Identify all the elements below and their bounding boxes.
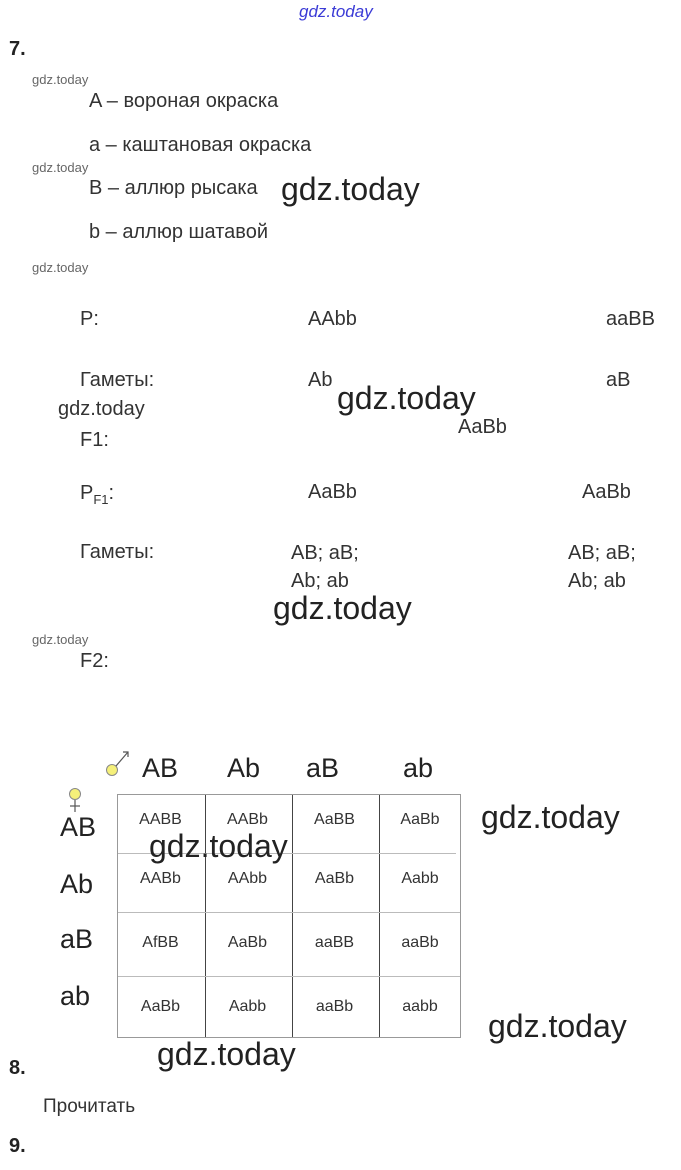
gamete-left: Ab [308, 369, 333, 391]
gamete-right: aB [606, 369, 631, 391]
watermark-large: gdz.today [281, 171, 420, 207]
pf1-genotype-left: AaBb [308, 481, 357, 503]
watermark-large: gdz.today [273, 590, 412, 626]
task-7-number: 7. [9, 38, 26, 60]
gametes2-left-line2: Ab; ab [291, 570, 349, 592]
punnett-cell: AABB [139, 811, 182, 828]
punnett-cell: AABb [140, 870, 181, 887]
punnett-cell: AaBb [140, 998, 181, 1015]
watermark-small: gdz.today [32, 260, 89, 275]
legend-item-b: b – аллюр шатавой [89, 221, 268, 243]
gametes2-right-line2: Ab; ab [568, 570, 626, 592]
pf1-label-main: P [80, 482, 94, 504]
pf1-label-sub: F1 [93, 492, 109, 507]
legend-item-A: A – вороная окраска [89, 90, 279, 112]
punnett-cell: Aabb [228, 998, 267, 1015]
punnett-cell: AfBB [142, 934, 179, 951]
punnett-row-header: ab [60, 981, 91, 1011]
parent-genotype-right: aaBB [606, 308, 655, 330]
watermark-small: gdz.today [32, 632, 89, 647]
punnett-cell: AAbb [227, 870, 268, 887]
f1-genotype: AaBb [458, 416, 507, 438]
punnett-cell: aaBB [314, 934, 355, 951]
gametes2-right-line1: AB; aB; [568, 542, 636, 564]
watermark-small: gdz.today [32, 72, 89, 87]
watermark-large: gdz.today [149, 828, 288, 864]
read-link[interactable]: Прочитать [43, 1096, 136, 1117]
punnett-cell: aaBb [315, 998, 354, 1015]
watermark-top: gdz.today [299, 2, 373, 21]
punnett-col-header: ab [403, 753, 434, 783]
legend-item-a: a – каштановая окраска [89, 134, 312, 156]
watermark-medium: gdz.today [58, 398, 145, 420]
pf1-label [80, 482, 114, 507]
punnett-col-header: AB [142, 753, 179, 783]
pf1-genotype-right: AaBb [582, 481, 631, 503]
punnett-col-header: aB [306, 753, 340, 783]
punnett-cell: Aabb [401, 870, 439, 887]
punnett-cell: AaBB [314, 811, 355, 828]
punnett-cell: AaBb [400, 811, 440, 828]
grid-line [118, 912, 460, 913]
watermark-large: gdz.today [337, 380, 476, 416]
punnett-row-header: Ab [60, 869, 94, 899]
parent-genotype-left: AAbb [308, 308, 357, 330]
watermark-small: gdz.today [32, 160, 89, 175]
punnett-cell: aaBb [401, 934, 439, 951]
pf1-label-colon: : [108, 482, 115, 504]
grid-line [118, 976, 460, 977]
f1-label: F1: [80, 429, 109, 451]
punnett-cell: AABb [227, 811, 268, 828]
punnett-row-header: aB [60, 924, 94, 954]
gametes2-label: Гаметы: [80, 541, 155, 563]
gametes2-left-line1: AB; aB; [291, 542, 359, 564]
legend-item-B: B – аллюр рысака [89, 177, 258, 199]
punnett-row-header: AB [60, 812, 97, 842]
punnett-col-header: Ab [227, 753, 261, 783]
task-8-number: 8. [9, 1057, 26, 1079]
gametes-label: Гаметы: [80, 369, 155, 391]
parents-label: P: [80, 308, 99, 330]
f2-label: F2: [80, 650, 109, 672]
task-9-number: 9. [9, 1135, 26, 1157]
male-symbol-icon [103, 746, 133, 780]
watermark-large: gdz.today [157, 1036, 296, 1072]
punnett-cell: aabb [402, 998, 438, 1015]
punnett-cell: AaBb [314, 870, 355, 887]
watermark-large: gdz.today [488, 1008, 627, 1044]
watermark-large: gdz.today [481, 799, 620, 835]
punnett-cell: AaBb [227, 934, 268, 951]
